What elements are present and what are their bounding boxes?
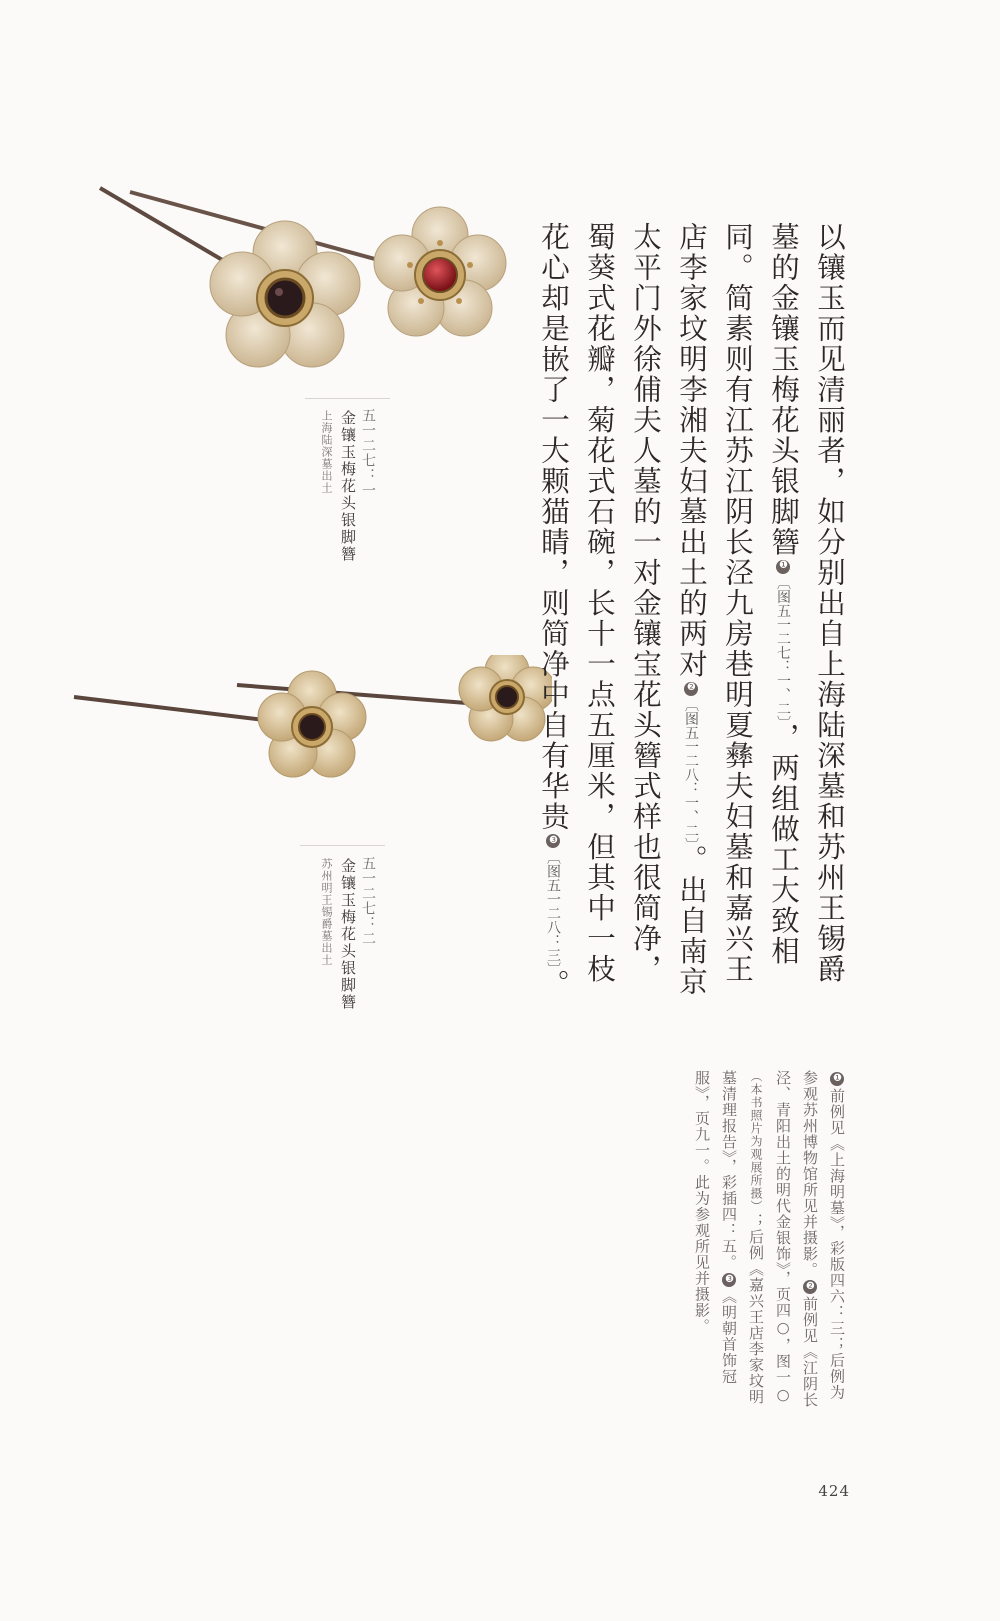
- footnote-text: 前例见《上海明墓》，彩版四六：三；后例为参观苏州博物馆所见并摄影。: [801, 1070, 846, 1401]
- main-body-text: [530, 222, 852, 1012]
- footnote-text: 《明朝首饰冠服》，页九一。此为参观所见并摄影。: [693, 1070, 738, 1385]
- footnote-marker: ❷: [805, 1281, 816, 1293]
- footnote-1: [688, 1070, 850, 1410]
- footnote-note: （本书照片为观展所摄）: [749, 1070, 763, 1213]
- figure-reference: 〔图五一二八：一、二〕: [683, 697, 699, 845]
- caption-rule: [300, 845, 385, 846]
- body-text-segment: 。: [537, 969, 570, 1000]
- caption-rule: [305, 398, 390, 399]
- body-text-segment: ，两组做工大致相同。简素则有江苏江阴长泾九房巷明夏彝夫妇墓和嘉兴王店李家坟明李湘夫妇墓出土的两对: [675, 222, 800, 985]
- footnote-text: ；后例《嘉兴王店李家坟明墓清理报告》，彩插四：五。: [720, 1070, 765, 1405]
- body-text-segment: 以镶玉而见清丽者，如分别出自上海陆深墓和苏州王锡爵墓的金镶玉梅花头银脚簪: [767, 222, 846, 985]
- figure-caption-source: 上海陆深墓出土: [320, 410, 333, 494]
- body-paragraph: [530, 222, 852, 1012]
- body-text-segment: 。出自南京太平门外徐俌夫人墓的一对金镶宝花头簪式样也很简净，蜀葵式花瓣，菊花式石碗，长十一点五厘米，但其中一枝花心却是嵌了一大颗猫睛，则简净中自有华贵: [537, 222, 708, 997]
- footnote-marker: ❸: [548, 834, 559, 848]
- page-number: 424: [818, 1482, 850, 1500]
- footnote-marker: ❸: [724, 1273, 735, 1286]
- hairpin-photo-1: [95, 180, 515, 380]
- footnote-marker: ❶: [778, 560, 789, 573]
- footnote-marker: ❶: [832, 1073, 843, 1085]
- footnotes: [688, 1070, 850, 1410]
- figure-caption-title: 金镶玉梅花头银脚簪: [339, 410, 357, 563]
- figure-reference: 〔图五一二八：三〕: [545, 850, 561, 969]
- figure-number: 五一二七：二: [360, 856, 376, 946]
- figure-number: 五一二七：一: [360, 408, 376, 498]
- figure-caption-title: 金镶玉梅花头银脚簪: [339, 858, 357, 1011]
- figure-caption-source: 苏州明王锡爵墓出土: [320, 858, 333, 966]
- footnote-text: 前例见《江阴长泾、青阳出土的明代金银饰》，页四○，图一○: [774, 1070, 819, 1408]
- hairpin-photo-2: [72, 655, 552, 795]
- footnote-marker: ❷: [686, 682, 697, 695]
- figure-reference: 〔图五一二七：一、二〕: [775, 575, 791, 723]
